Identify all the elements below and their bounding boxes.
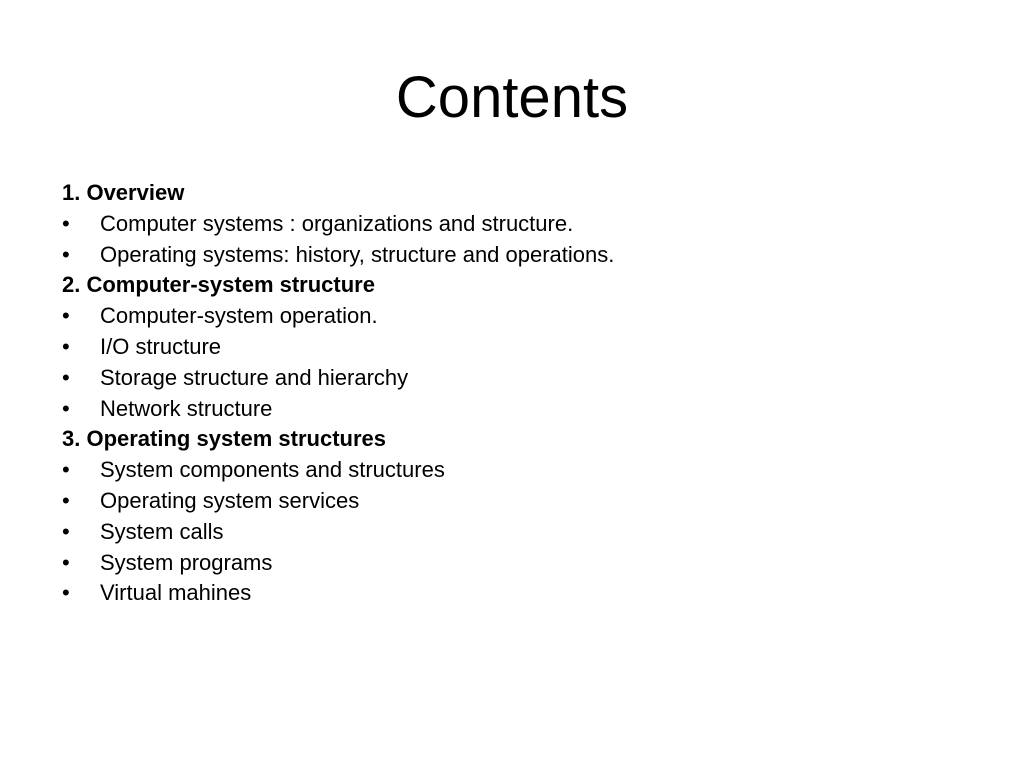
bullet-icon: • xyxy=(62,487,70,513)
list-item xyxy=(62,240,962,271)
list-item xyxy=(62,332,962,363)
bullet-icon: • xyxy=(62,518,70,544)
bullet-icon: • xyxy=(62,303,70,329)
list-item xyxy=(62,486,962,517)
section-heading-overview: 1. Overview xyxy=(62,180,185,205)
slide-title: Contents xyxy=(395,65,629,130)
list-item-text: System programs xyxy=(100,549,273,575)
list-item-text: Computer-system operation. xyxy=(100,303,378,329)
section-heading-computer-system-structure: 2. Computer-system structure xyxy=(62,272,375,298)
list-item xyxy=(62,363,962,394)
list-item xyxy=(62,455,962,486)
bullet-icon: • xyxy=(62,580,70,606)
list-item-text: Storage structure and hierarchy xyxy=(100,364,409,390)
list-item xyxy=(62,548,962,579)
list-item-text: I/O structure xyxy=(100,333,222,359)
list-item xyxy=(62,301,962,332)
bullet-icon: • xyxy=(62,457,70,483)
bullet-icon: • xyxy=(62,549,70,575)
bullet-icon: • xyxy=(62,395,70,421)
bullet-icon: • xyxy=(62,210,70,236)
contents-list xyxy=(62,178,962,609)
list-item xyxy=(62,578,962,609)
list-item-text: System calls xyxy=(100,518,224,544)
list-item-text: Network structure xyxy=(100,395,273,421)
list-item xyxy=(62,517,962,548)
list-item-text: Operating systems: history, structure and operations. xyxy=(100,241,615,267)
list-item-text: Virtual mahines xyxy=(100,580,252,606)
list-item-text: Computer systems : organizations and structure. xyxy=(100,210,574,236)
section-heading-operating-system-structures: 3. Operating system structures xyxy=(62,426,387,452)
bullet-icon: • xyxy=(62,364,70,390)
list-item-text: Operating system services xyxy=(100,487,360,513)
list-item xyxy=(62,394,962,425)
list-item-text: System components and structures xyxy=(100,457,445,483)
bullet-icon: • xyxy=(62,241,70,267)
list-item xyxy=(62,209,962,240)
bullet-icon: • xyxy=(62,333,70,359)
